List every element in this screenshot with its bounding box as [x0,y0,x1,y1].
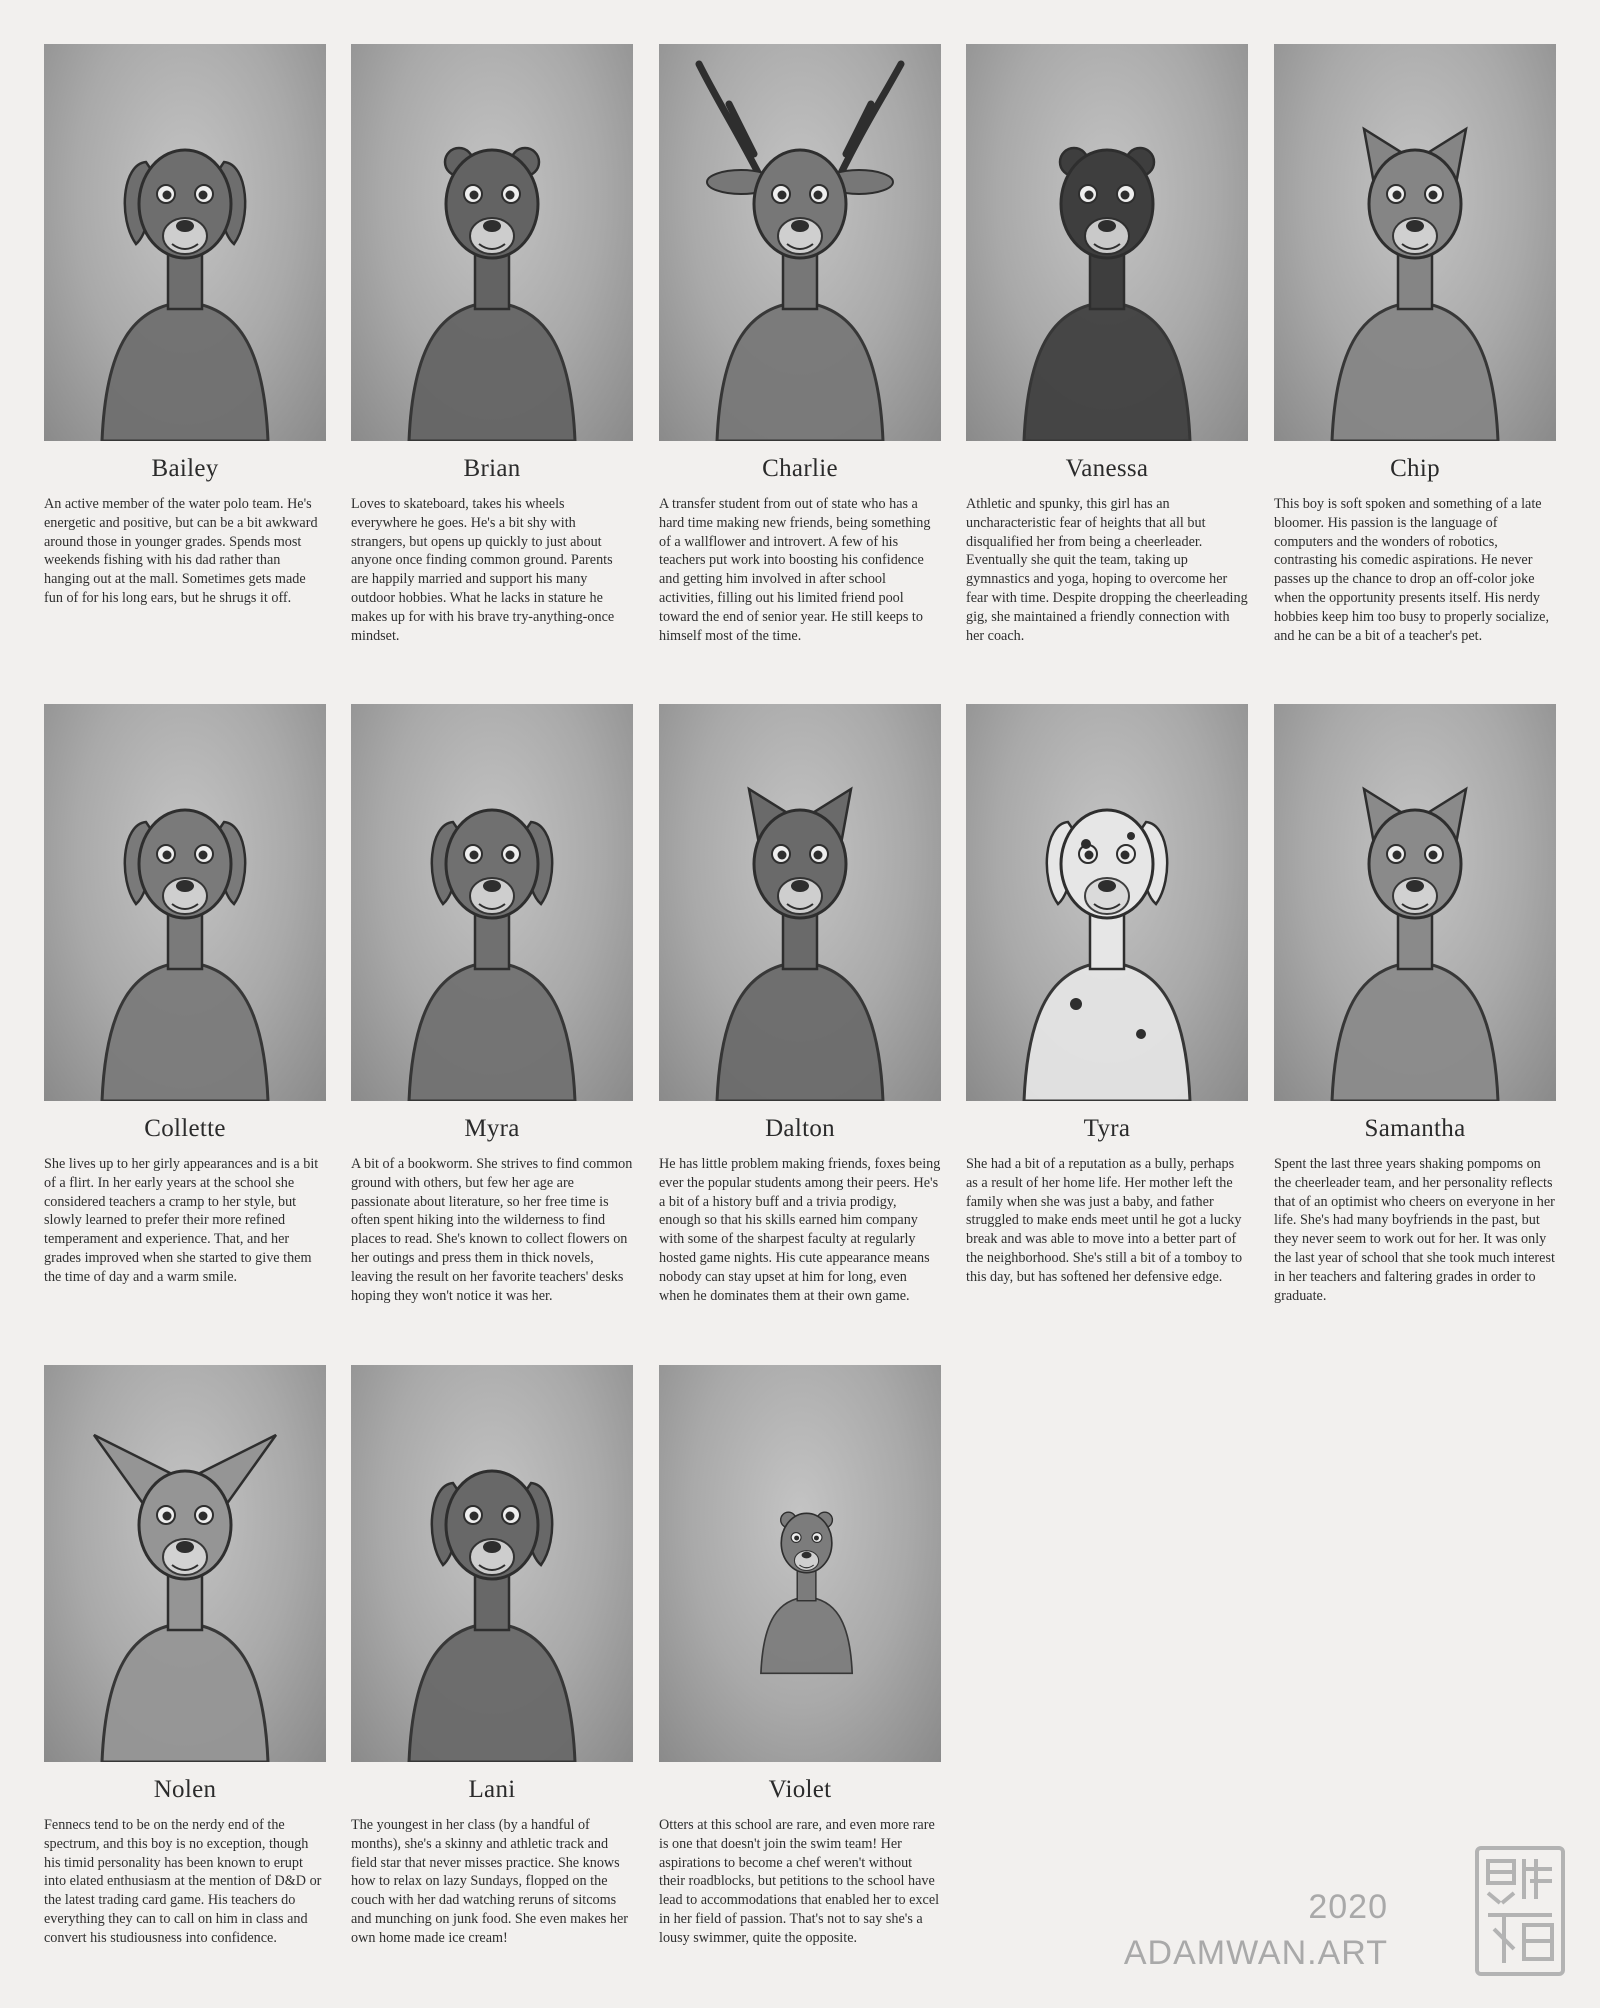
student-card [44,704,326,1287]
signature-year: 2020 [1308,1888,1388,1926]
student-name: Brian [463,455,521,482]
portrait-figure-icon [351,704,633,1101]
student-name: Collette [144,1115,226,1142]
student-bio: A transfer student from out of state who has a hard time making new friends, being something of a wallflower and introvert. A few of his teachers put work into boosting his confidence and getting him involved in after school activities, filling out his limited friend pool toward the end of senior year. He still keeps to himself most of the time. [659,496,931,644]
student-portrait [966,44,1248,441]
student-card [966,704,1248,1287]
student-card [1274,704,1556,1305]
portrait-figure-icon [1274,704,1556,1101]
student-name: Myra [464,1115,520,1142]
portrait-figure-icon [966,44,1248,441]
student-card [659,44,941,645]
student-name: Chip [1390,455,1440,482]
student-card [44,44,326,608]
student-name: Dalton [765,1115,835,1142]
student-name: Samantha [1364,1115,1466,1142]
student-portrait [44,44,326,441]
student-bio: An active member of the water polo team. He's energetic and positive, but can be a bit awkward around those in younger grades. Spends most weekends fishing with his dad rather than hanging out at the mall. Sometimes gets made fun of for his long ears, but he shrugs it off. [44,496,318,606]
student-bio: Otters at this school are rare, and even more rare is one that doesn't join the swim team! Her aspirations to become a chef weren't without their roadblocks, but petitions to the school have lead to accommodations that enabled her to excel in her field of passion. That's not to say she's a lousy swimmer, quite the opposite. [659,1817,940,1946]
student-bio: Fennecs tend to be on the nerdy end of the spectrum, and this boy is no exception, though his timid personality has been known to erupt into elated enthusiasm at the mention of D&D or the latest trading card game. His teachers do everything they can to call on him in class and convert his studiousness into confidence. [44,1817,322,1946]
student-bio: Athletic and spunky, this girl has an uncharacteristic fear of heights that all but disqualified her from being a cheerleader. Eventually she quit the team, taking up gymnastics and yoga, hoping to overcome her fear with time. Despite dropping the cheerleading gig, she maintained a friendly connection with her coach. [966,496,1248,644]
student-bio: He has little problem making friends, foxes being ever the popular students among their peers. He's a bit of a history buff and a trivia prodigy, enough so that his skills earned him company with some of the sharpest faculty at regularly hosted game nights. His cute appearance means nobody can stay upset at him for long, even when he dominates them at their own game. [659,1156,941,1304]
student-card [351,44,633,645]
student-bio: Spent the last three years shaking pompoms on the cheerleader team, and her personality reflects that of an optimist who cheers on everyone in her life. She's had many boyfriends in the past, but they never seem to work out for her. It was only the last year of school that she took much interest in her teachers and faltering grades in order to graduate. [1274,1156,1555,1304]
student-card [966,44,1248,645]
student-name: Bailey [151,455,219,482]
portrait-figure-icon [659,704,941,1101]
student-name: Nolen [153,1776,217,1803]
signature [1123,1888,1472,1983]
student-portrait [351,704,633,1101]
student-name: Charlie [762,455,838,482]
student-card [351,704,633,1305]
student-portrait [1274,704,1556,1101]
student-bio: She lives up to her girly appearances and is a bit of a flirt. In her early years at the school she considered teachers a cramp to her style, but slowly learned to prefer their more refined temperament and experience. That, and her grades improved when she started to give them the time of day and a warm smile. [44,1156,319,1285]
student-bio: The youngest in her class (by a handful of months), she's a skinny and athletic track and field star that never misses practice. She knows how to relax on lazy Sundays, flopped on the couch with her dad watching reruns of sitcoms and munching on junk food. She even makes her own home made ice cream! [351,1817,628,1946]
portrait-figure-icon [1274,44,1556,441]
student-card [351,1365,633,1948]
student-portrait [1274,44,1556,441]
student-portrait [659,44,941,441]
portrait-figure-icon [966,704,1248,1101]
student-bio: This boy is soft spoken and something of a late bloomer. His passion is the language of computers and the wonders of robotics, contrasting his comedic aspirations. He never passes up the chance to drop an off-color joke when the opportunity presents itself. His nerdy hobbies keep him too busy to properly socialize, and he can be a bit of a teacher's pet. [1274,496,1550,644]
student-portrait [659,704,941,1101]
student-portrait [351,1365,633,1762]
student-card [659,1365,941,1948]
student-portrait [659,1365,941,1762]
portrait-figure-icon [659,1365,941,1762]
student-portrait [966,704,1248,1101]
student-portrait [44,704,326,1101]
student-portrait [44,1365,326,1762]
artist-seal-icon [1474,1845,1566,1977]
student-portrait [351,44,633,441]
student-bio: She had a bit of a reputation as a bully, perhaps as a result of her home life. Her mother left the family when she was just a baby, and father struggled to make ends meet until he got a lucky break and was able to move into a better part of the neighborhood. She's still a bit of a tomboy to this day, but has softened her defensive edge. [966,1156,1243,1285]
portrait-figure-icon [44,1365,326,1762]
student-bio: Loves to skateboard, takes his wheels everywhere he goes. He's a bit shy with strangers, but opens up quickly to just about anyone once finding common ground. Parents are happily married and support his many outdoor hobbies. What he lacks in stature he makes up for with his brave try-anything-once mindset. [351,496,615,644]
student-card [659,704,941,1305]
portrait-figure-icon [351,1365,633,1762]
student-card [1274,44,1556,645]
student-name: Lani [468,1776,516,1803]
portrait-figure-icon [659,44,941,441]
student-name: Violet [768,1776,832,1803]
student-name: Vanessa [1065,455,1149,482]
portrait-figure-icon [44,44,326,441]
student-bio: A bit of a bookworm. She strives to find common ground with others, but few her age are passionate about literature, so her free time is often spent hiking into the wilderness to find places to read. She's known to collect flowers on her outings and press them in thick novels, leaving the result on her favorite teachers' desks hoping they won't notice it was her. [351,1156,633,1304]
signature-site: ADAMWAN.ART [1123,1934,1388,1972]
student-name: Tyra [1083,1115,1131,1142]
student-card [44,1365,326,1948]
portrait-figure-icon [44,704,326,1101]
portrait-figure-icon [351,44,633,441]
